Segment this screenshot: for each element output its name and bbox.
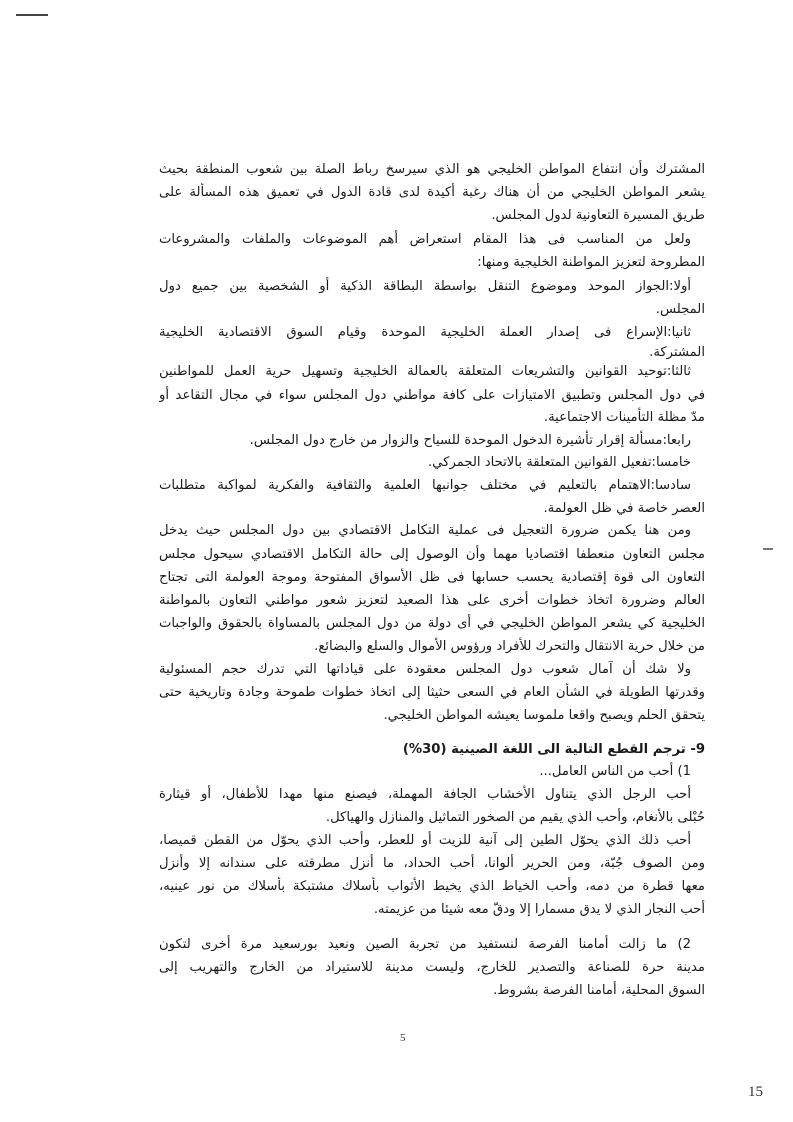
text-line: ولعل من المناسب فى هذا المقام استعراض أهم الموضوعات والملفات والمشروعات bbox=[159, 232, 691, 247]
text-line: يشعر المواطن الخليجي من أن هناك رغبة أكيدة لدى قادة الدول في تعميق هذه المسألة على bbox=[159, 185, 705, 200]
text-line: يتحقق الحلم ويصبح واقعا ملموسا يعيشه المواطن الخليجي. bbox=[383, 708, 705, 723]
scan-speck bbox=[763, 548, 773, 550]
text-line: ثانيا:الإسراع فى إصدار العملة الخليجية الموحدة وقيام السوق الاقتصادية الخليجية bbox=[159, 325, 691, 340]
text-line: معها قطرة من دمه، وأحب الخياط الذي يخيط الأثواب بأسلاك مشتبكة بأسلاك من نور عينيه، bbox=[159, 879, 705, 894]
text-line: رابعا:مسألة إقرار تأشيرة الدخول الموحدة للسياح والزوار من خارج دول المجلس. bbox=[249, 433, 691, 448]
text-line: التعاون الى قوة إقتصادية يحسب حسابها فى ظل الأسواق المفتوحة وموجة العولمة التى تجتاح bbox=[159, 570, 705, 585]
text-line: سادسا:الاهتمام بالتعليم في مختلف جوانبها العلمية والثقافية والفكرية لمواكبة متطلبات bbox=[159, 478, 691, 493]
text-line: خامسا:تفعيل القوانين المتعلقة بالاتحاد الجمركي. bbox=[427, 455, 691, 470]
scan-mark bbox=[16, 14, 48, 16]
text-line: ومن الصوف جُبّة، ومن الحرير ألوانا، أحب الحداد، ما أنزل مطرقته على سندانه إلا وأنزل bbox=[159, 856, 705, 871]
text-line: المطروحة لتعزيز المواطنة الخليجية ومنها: bbox=[477, 255, 705, 270]
text-line: مجلس التعاون منعطفا اقتصاديا مهما وأن الوصول إلى حالة التكامل الاقتصادي سيحول مجلس bbox=[159, 547, 705, 562]
text-line: أحب النجار الذي لا يدق مسمارا إلا ودقّ معه شيئا من عزيمته. bbox=[373, 902, 705, 917]
text-line: أحب ذلك الذي يحوّل الطين إلى آنية للزيت أو للعطر، وأحب الذي يحوّل من القطن قميصا، bbox=[159, 833, 691, 848]
text-line: المشتركة. bbox=[649, 345, 705, 360]
text-line: في دول المجلس وتطبيق الامتيازات على كافة مواطني دول المجلس سواء في مجال التقاعد أو bbox=[159, 388, 705, 403]
text-line: مدينة حرة للصناعة والتصدير للخارج، وليست مدينة للاستيراد من الخارج والتهريب إلى bbox=[159, 960, 705, 975]
text-line: السوق المحلية، أمامنا الفرصة بشروط. bbox=[493, 983, 705, 998]
text-line: من خلال حرية الانتقال والتحرك للأفراد ورؤوس الأموال والسلع والبضائع. bbox=[314, 639, 705, 654]
text-line: 1) أحب من الناس العامل... bbox=[539, 764, 691, 779]
text-line: ثالثا:توحيد القوانين والتشريعات المتعلقة بالعمالة الخليجية وتسهيل حرية العمل للمواطنين bbox=[159, 364, 691, 379]
text-line: وقدرتها الطويلة في الشأن العام في السعى حثيثا إلى اتخاذ خطوات طموحة وجادة وتاريخية حتى bbox=[159, 685, 705, 700]
text-line: العصر خاصة في ظل العولمة. bbox=[543, 501, 705, 516]
text-line: المشترك وأن انتفاع المواطن الخليجي هو الذي سيرسخ رباط الصلة بين شعوب المنطقة بحيث bbox=[159, 162, 705, 177]
text-line: طريق المسيرة التعاونية لدول المجلس. bbox=[491, 208, 705, 223]
text-line: ومن هنا يكمن ضرورة التعجيل فى عملية التكامل الاقتصادي بين دول المجلس حيث يدخل bbox=[159, 523, 691, 538]
text-line: المجلس. bbox=[655, 302, 705, 317]
text-line: أحب الرجل الذي يتناول الأخشاب الجافة المهملة، فيصنع منها مهدا للأطفال، أو قيثارة bbox=[159, 787, 691, 802]
text-line: الخليجية كي يشعر المواطن الخليجي في أى دولة من دول المجلس بالمساواة بالحقوق والواجبات bbox=[159, 616, 705, 631]
text-line: مدّ مظلة التأمينات الاجتماعية. bbox=[543, 410, 705, 425]
text-line: أولا:الجواز الموحد وموضوع التنقل بواسطة البطاقة الذكية أو الشخصية بين جميع دول bbox=[159, 279, 691, 294]
sheet-number: 15 bbox=[748, 1084, 763, 1100]
text-line: حُبْلى بالأنغام، وأحب الذي يقيم من الصخور التماثيل والمنازل والهياكل. bbox=[325, 810, 705, 825]
page-number: 5 bbox=[400, 1032, 406, 1044]
text-line: ولا شك أن آمال شعوب دول المجلس معقودة على قياداتها التي تدرك حجم المسئولية bbox=[159, 662, 691, 677]
question-heading: 9- ترجم القطع التالية الى اللغة الصينية (30%) bbox=[402, 742, 705, 757]
text-line: 2) ما زالت أمامنا الفرصة لنستفيد من تجربة الصين ونعيد بورسعيد مرة أخرى لتكون bbox=[159, 937, 691, 952]
text-line: العالم وضرورة اتخاذ خطوات أخرى على هذا الصعيد لتعزيز شعور مواطني التعاون بالمواطنة bbox=[159, 593, 705, 608]
